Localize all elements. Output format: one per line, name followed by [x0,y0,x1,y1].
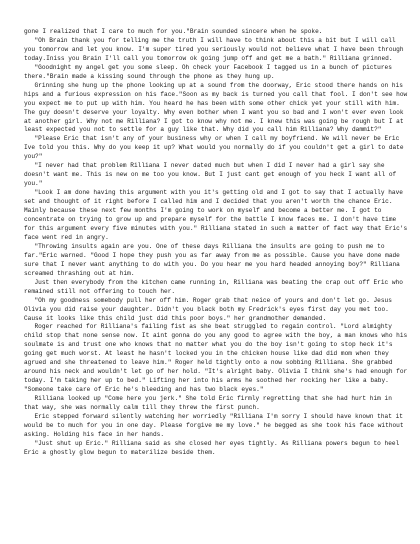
paragraph: "Look I am done having this argument with you it's getting old and I got to say that I actually have set and thought of it right before I called him and I decided that you aren't worth the chance Eric. Mainly because these next few months I'm going to work on myself and become a better me. I got to concentrate on trying to grow up and prepare myself for the battle I know faces me. I don't have time for this argument every five minutes with you." Rilliana stated in such a matter of fact way that Eric's face went red in angry. [24,189,408,241]
paragraph: gone I realized that I care to much for you."Brain sounded sincere when he spoke. [24,28,323,35]
paragraph: "Goodnight my angel get you some sleep. Oh check your Facebook I tagged us in a bunch of pictures there."Brain made a kissing sound through the phone as they hung up. [24,63,392,80]
paragraph: Roger reached for Rilliana's failing fist as she beat struggled to regain control. "Lord almighty child stop that none sense now. It aint gonna do you any good to agree with the boy, a man knows who his soulmate is and trust one who knows that no matter what you do the boy isn't going to stop heck it's going get much worst. At least he hasn't locked you in the chicken house like dad did mom when they agrued and she threatened to leave him." Roger held tightly onto a now sobbing Rilliana. She grabbed around his neck and wouldn't let go of her hold. "It's alright baby. Olivia I think she's had enough for today. I'm taking her up to bed." Lifting her into his arms he soothed her rocking her like a baby. "Someone take care of Eric he's bleeding and has two black eyes." [24,323,408,394]
paragraph: "Oh my goodness somebody pull her off him. Roger grab that neice of yours and don't let go. Jesus Olivia you did raise your daughter. Didn't you black both my Fredrick's eyes first day you met too. Cause it looks like this child just did this poor boys." her grandmother demanded. [24,296,392,322]
paragraph: "Just shut up Eric." Rilliana said as she closed her eyes tightly. As Rilliana powers begun to heel Eric a ghostly glow begun to materilize beside them. [24,439,400,456]
paragraph: Rilliana looked up "Come here you jerk." She told Eric firmly regretting that she had hurt him in that way, she was normally calm till they threw the first punch. [24,395,392,412]
paragraph: "Oh Brain thank you for telling me the truth I will have to think about this a bit but I will call you tomorrow and let you know. I'm super tired you seriously would not believe what I have been through today.Iniss you Brain I'll call you tomorrow ok going jump off and get me a bath." Rilliana grinned. [24,36,404,62]
paragraph: Grinning she hung up the phone looking up at a sound from the doorway, Eric stood there hands on his hips and a furious expression on his face."Soon as my back is turned you call that fool. I don't see how you expect me to put up with him. You heard he has been with some other chick yet your still with him. The guy doesn't deserve your loyalty. Why even bother when I want you so bad and I won't ever even look at another girl. Why not me Rilliana? I got to know why not me. I knew this was going be rough but I at least expected you not to settle for a guy like that. Why did you call him Rilliana? Why dammit?" [24,81,408,134]
document-page [24,28,410,458]
paragraph: "Please Eric that isn't any of your business why or when I call my boyfriend. We will never be Eric Ive told you this. Why do you keep it up? What would you normally do if you couldn't get a girl to date you?" [24,135,404,161]
paragraph: Just then everybody from the kitchen came running in, Rilliana was beating the crap out off Eric who remained still not offering to touch her. [24,278,403,295]
paragraph: Eric stepped forward silently watching her worriedly "Rilliana I'm sorry I should have known that it would be to much for you in one day. Please forgive me my love." he begged as she took his face without asking. Holding his face in her hands. [24,412,404,438]
paragraph: "Throwing insults again are you. One of these days Rilliana the insults are going to push me to far."Eric warned. "Good I hope they push you as far away from me as possible. Cause you have done made sure that I never want anything to do with you. Do you hear me you hard headed annoying boy?" Rilliana screamed thrashing out at him. [24,242,400,277]
paragraph: "I never had that problem Rilliana I never dated much but when I did I never had a girl say she doesn't want me. This is new on me too you know. But I just cant get enough of you heck I want all of you." [24,162,397,188]
